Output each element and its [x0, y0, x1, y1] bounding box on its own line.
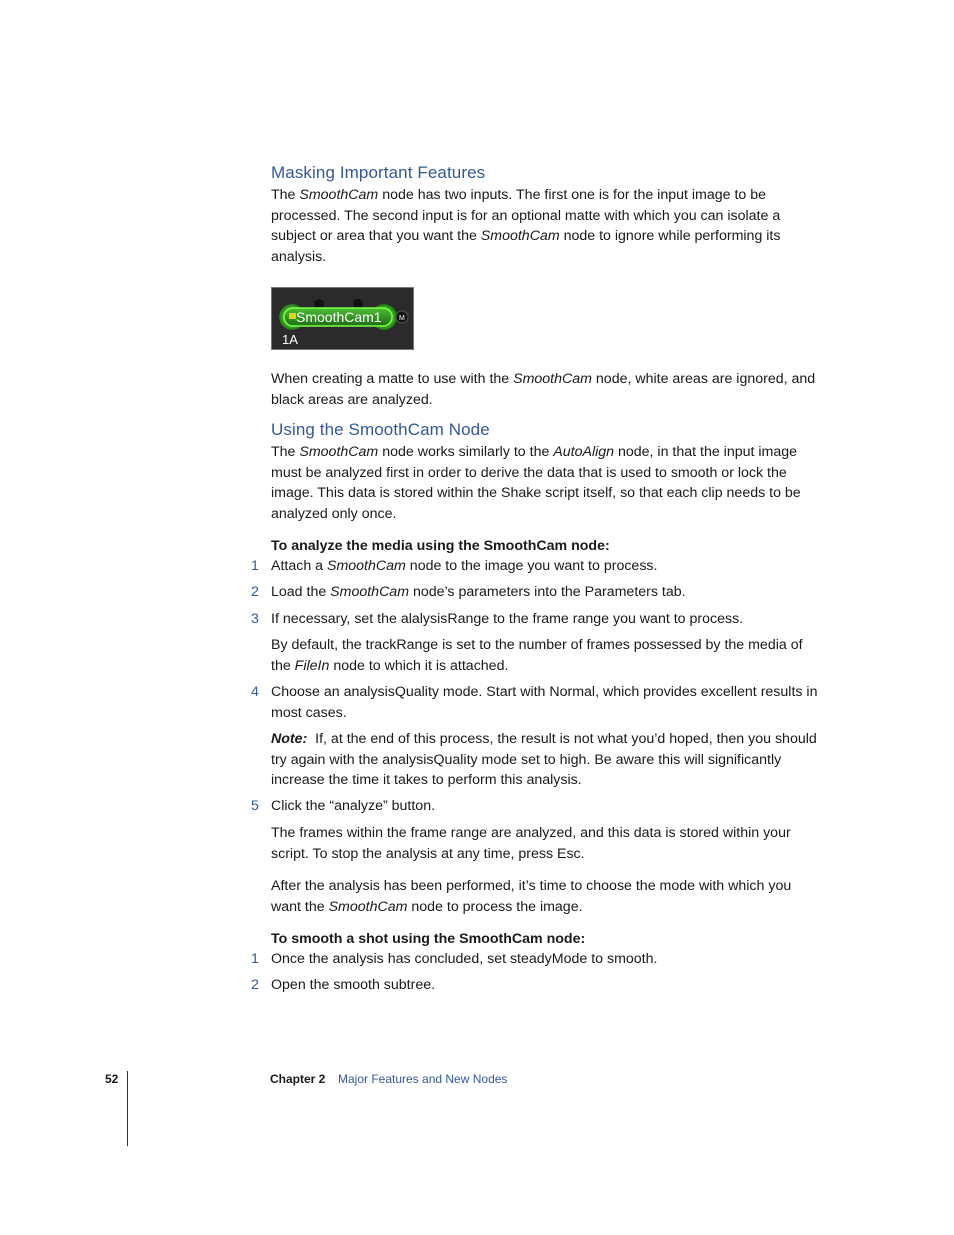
note-label: Note: — [271, 731, 308, 747]
node-name: AutoAlign — [553, 444, 615, 460]
using-intro-paragraph — [271, 442, 823, 524]
step-number: 1 — [251, 558, 259, 574]
text-run: By default, the trackRange is set to the number of frames possessed by the media of the — [271, 637, 803, 674]
text-run: node, white areas are ignored, and black areas are analyzed. — [271, 371, 816, 408]
text-run: Choose an analysisQuality mode. Start with Normal, which provides excellent results in most cases. — [271, 684, 818, 721]
node-name: SmoothCam — [328, 898, 408, 915]
step-text — [271, 609, 823, 630]
step-text: Open the smooth subtree. — [271, 977, 436, 993]
text-run: node’s parameters into the Parameters tab. — [409, 584, 686, 600]
footer-chapter: Chapter 2 — [270, 1072, 326, 1086]
text-run: The — [271, 444, 300, 460]
masking-intro-paragraph — [271, 185, 823, 267]
text-run: node to process the image. — [407, 898, 583, 915]
text-run: node to the image you want to process. — [405, 558, 658, 574]
step-number: 1 — [251, 951, 259, 967]
text-run: The — [271, 187, 300, 203]
after-analysis-paragraph — [271, 876, 823, 917]
step-text — [271, 796, 823, 817]
step-number: 5 — [251, 798, 259, 814]
smoothcam-node-graphic — [272, 288, 413, 349]
text-run: Attach a — [271, 558, 327, 574]
page-number: 52 — [105, 1072, 119, 1086]
note-text: If, at the end of this process, the result is not what you’d hoped, then you should try again with the analysisQuality mode set to high. Be aware this will significantly increase the time it takes to perform this analysis. — [271, 731, 817, 789]
step-text — [271, 556, 823, 577]
footer-chapter-title: Major Features and New Nodes — [338, 1072, 508, 1086]
section-heading-using-smoothcam: Using the SmoothCam Node — [271, 420, 490, 439]
node-name: SmoothCam — [327, 558, 406, 574]
node-badge: M — [399, 315, 405, 322]
step5-followup: The frames within the frame range are analyzed, and this data is stored within your script. To stop the analysis at any time, press Esc. — [271, 825, 791, 862]
text-run: When creating a matte to use with the — [271, 371, 514, 387]
text-run: Click the “analyze” button. — [271, 798, 436, 814]
text-run: node has two inputs. The first one is for the input image to be processed. The second input is for an optional matte with which you can isolate a subject or area that you want the — [271, 187, 781, 245]
note-paragraph — [271, 729, 823, 791]
step-number: 2 — [251, 977, 259, 993]
step-number: 4 — [251, 684, 259, 700]
step-number: 3 — [251, 611, 259, 627]
text-run: If necessary, set the alalysisRange to the frame range you want to process. — [271, 611, 744, 627]
step-number: 2 — [251, 584, 259, 600]
procedure-title-smooth: To smooth a shot using the SmoothCam node: — [271, 931, 586, 947]
enable-indicator — [289, 313, 296, 319]
node-name: FileIn — [294, 657, 330, 674]
matte-paragraph — [271, 369, 823, 410]
section-heading-masking: Masking Important Features — [271, 163, 486, 182]
node-name: SmoothCam — [330, 584, 410, 600]
text-run: node to which it is attached. — [329, 657, 509, 674]
footer-divider — [127, 1071, 128, 1146]
node-name: SmoothCam — [299, 444, 379, 460]
step-text: Once the analysis has concluded, set steadyMode to smooth. — [271, 951, 658, 967]
node-name: SmoothCam — [513, 371, 592, 387]
smoothcam-node-image — [271, 287, 414, 350]
text-run: node works similarly to the — [378, 444, 554, 460]
step3-followup — [271, 635, 823, 676]
text-run: After the analysis has been performed, it’s time to choose the mode with which you want the — [271, 878, 792, 915]
text-run: Load the — [271, 584, 331, 600]
step-text — [271, 682, 823, 723]
node-name: SmoothCam — [480, 228, 560, 245]
procedure-title-analyze: To analyze the media using the SmoothCam node: — [271, 538, 610, 554]
node-label: SmoothCam1 — [296, 309, 382, 325]
text-run: node, in that the input image must be analyzed first in order to derive the data that is used to smooth or lock the image. This data is stored within the Shake script itself, so that each clip needs to be analyzed only once. — [271, 444, 801, 522]
node-name: SmoothCam — [299, 187, 379, 203]
step-text — [271, 582, 823, 603]
node-sublabel: 1A — [282, 332, 298, 347]
text-run: node to ignore while performing its analysis. — [271, 228, 781, 265]
